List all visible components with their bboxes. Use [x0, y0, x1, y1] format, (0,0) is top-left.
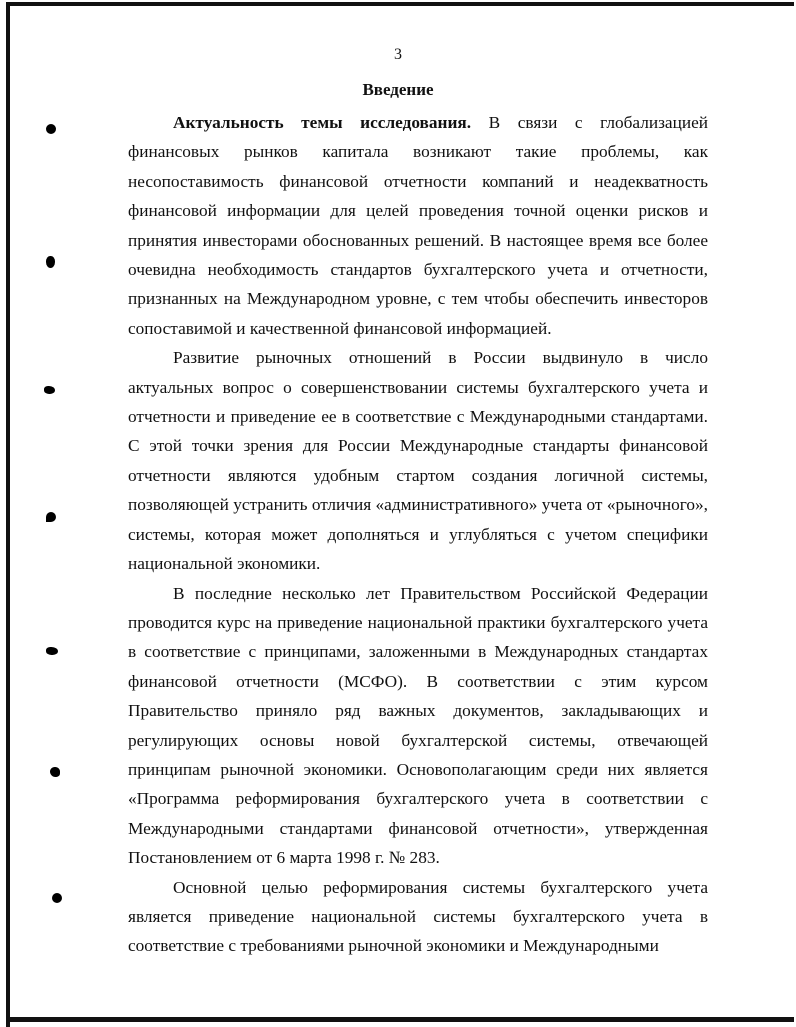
- scan-border-left: [6, 2, 10, 1027]
- paragraph: [128, 108, 708, 343]
- paragraph-text: В последние несколько лет Правительством Российской Федерации проводится курс на приведение национальной практики бухгалтерского учета в соответствие с принципами, заложенными в Международных стандартах финансовой отчетности (МСФО). В соответствии с этим курсом Правительство приняло ряд важных документов, закладывающих и регулирующих основы новой бухгалтерской системы, отвечающей принципам рыночной экономики. Основополагающим среди них является «Программа реформирования бухгалтерского учета в соответствии с Международными стандартами финансовой отчетности», утвержденная Постановлением от 6 марта 1998 г. № 283.: [128, 583, 708, 868]
- binder-hole-mark: [52, 893, 62, 903]
- body-text: [128, 108, 708, 961]
- scan-border-top: [6, 2, 794, 6]
- binder-hole-mark: [50, 767, 60, 777]
- binder-hole-mark: [44, 386, 55, 394]
- paragraph: [128, 579, 708, 873]
- page-number: 3: [394, 46, 402, 63]
- binder-hole-mark: [46, 256, 55, 268]
- paragraph-text: В связи с глобализацией финансовых рынков капитала возникают такие проблемы, как несопоставимость финансовой отчетности компаний и неадекватность финансовой информации для целей проведения точной оценки рисков и принятия инвесторами обоснованных решений. В настоящее время все более очевидна необходимость стандартов бухгалтерского учета и отчетности, признанных на Международном уровне, с тем чтобы обеспечить инвесторов сопоставимой и качественной финансовой информацией.: [128, 113, 709, 338]
- section-title: Введение: [362, 80, 434, 99]
- scan-border-bottom: [6, 1017, 794, 1022]
- paragraph-text: Развитие рыночных отношений в России выдвинуло в число актуальных вопрос о совершенствовании системы бухгалтерского учета и отчетности и приведение ее в соответствие с Международными стандартами. С этой точки зрения для России Международные стандарты финансовой отчетности являются удобным стартом создания логичной системы, позволяющей устранить отличия «административного» учета от «рыночного», системы, которая может дополняться и углубляться с учетом специфики национальной экономики.: [128, 348, 708, 574]
- binder-hole-mark: [46, 512, 56, 522]
- paragraph: [128, 343, 708, 578]
- paragraph: [128, 873, 708, 961]
- paragraph-text: Основной целью реформирования системы бухгалтерского учета является приведение национальной системы бухгалтерского учета в соответствие с требованиями рыночной экономики и Международными: [128, 877, 708, 956]
- paragraph-lead: Актуальность темы исследования.: [173, 113, 472, 132]
- binder-hole-mark: [46, 124, 56, 134]
- binder-hole-mark: [46, 647, 58, 655]
